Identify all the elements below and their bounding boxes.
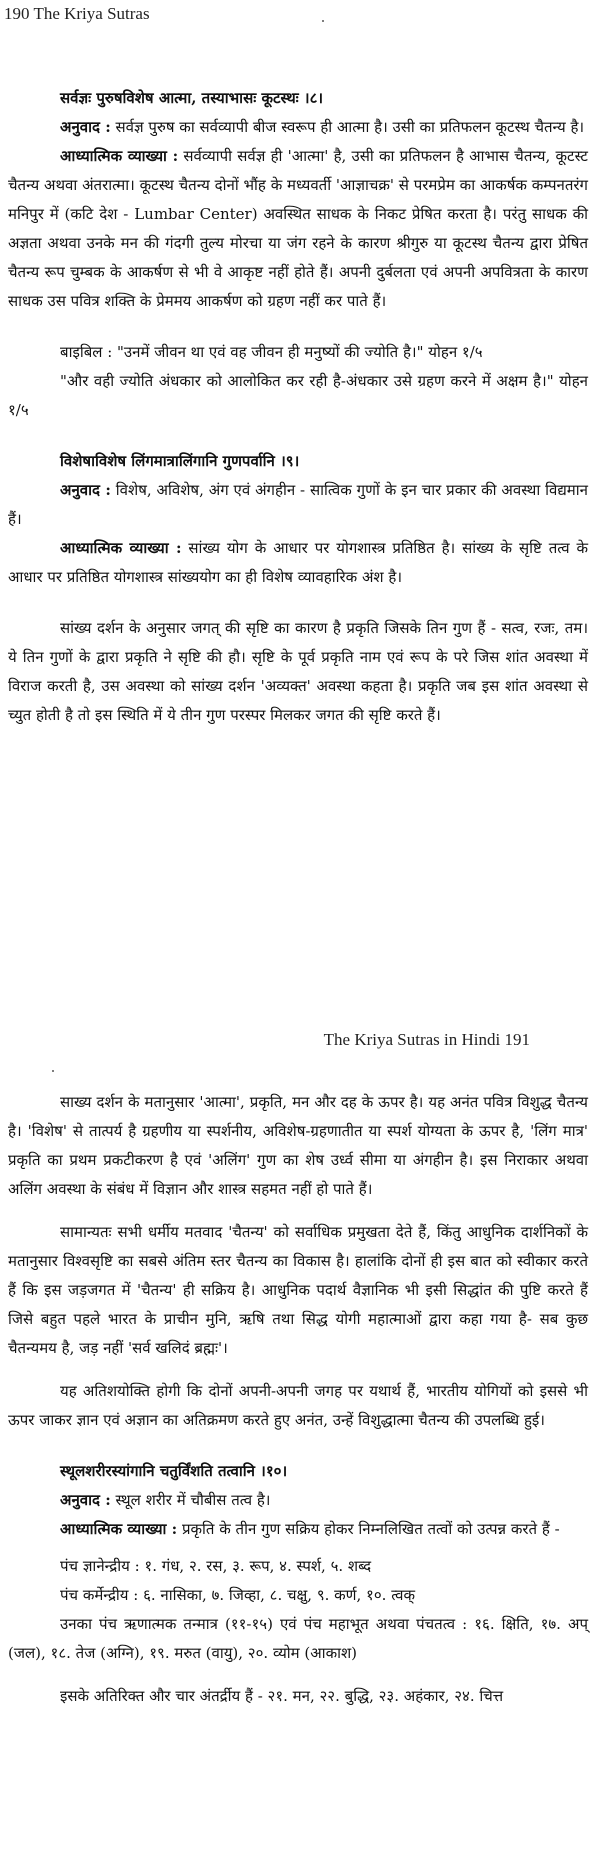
quote-paragraph: बाइबिल : "उनमें जीवन था एवं वह जीवन ही मनुष्यों की ज्योति है।" योहन १/५ — [60, 343, 483, 361]
print-speck — [52, 1070, 54, 1072]
sutra-heading: सर्वज्ञः पुरुषविशेष आत्मा, तस्याभासः कूटस्थः ।८। — [60, 89, 324, 107]
running-head: The Kriya Sutras in Hindi 191 — [323, 1030, 530, 1049]
translation-text: स्थूल शरीर में चौबीस तत्व है। — [110, 1491, 271, 1509]
commentary-text: सांख्य योग के आधार पर योगशास्त्र प्रतिष्ठित है। सांख्य के सृष्टि तत्व के आधार पर प्रतिष्ठित योगशास्त्र सांख्ययोग का ही विशेष व्यावहारिक अंश है। — [8, 539, 588, 586]
commentary-paragraph — [8, 142, 588, 316]
commentary-label: आध्यात्मिक व्याख्या : — [60, 1520, 178, 1538]
body-paragraph: इसके अतिरिक्त और चार अंतर्द्रीय हैं - २१. मन, २२. बुद्धि, २३. अहंकार, २४. चित्त — [60, 1687, 504, 1705]
body-paragraph: यह अतिशयोक्ति होगी कि दोनों अपनी-अपनी जगह पर यथार्थ हैं, भारतीय योगियों को इससे भी ऊपर जाकर ज्ञान एवं अज्ञान का अतिक्रमण करते हुए अनंत, उन्हें विशुद्धात्मा चैतन्य की उपलब्धि हुई। — [8, 1382, 588, 1429]
commentary-text: प्रकृति के तीन गुण सक्रिय होकर निम्नलिखित तत्वों को उत्पन्न करते हैं - — [177, 1520, 560, 1538]
list-item: उनका पंच ऋणात्मक तन्मात्र (११-१५) एवं पंच महाभूत अथवा पंचतत्व : १६. क्षिति, १७. अप् (जल), १८. तेज (अग्नि), १९. मरुत (वायु), २०. व्योम (आकाश) — [8, 1615, 588, 1662]
list-item: पंच ज्ञानेन्द्रीय : १. गंध, २. रस, ३. रूप, ४. स्पर्श, ५. शब्द — [60, 1557, 372, 1575]
commentary-text: सर्वव्यापी सर्वज्ञ ही 'आत्मा' है, उसी का प्रतिफलन है आभास चैतन्य, कूटस्ट चैतन्य अथवा अंतरात्मा। कूटस्थ चैतन्य दोनों भौंह के मध्यवर्ती 'आज्ञाचक्र' से परमप्रेम का आकर्षक कम्पनतरंग मनिपुर में (कटि देश - Lumbar Center) अवस्थित साधक के निकट प्रेषित करता है। परंतु साधक की अज्ञता अथवा उनके मन की गंदगी तुल्य मोरचा या जंग रहने के कारण श्रीगुरु या कूटस्थ चैतन्य द्वारा प्रेषित चैतन्य रूप चुम्बक के आकर्षण से भी वे आकृष्ट नहीं होते हैं। अपनी दुर्बलता एवं अपनी अपवित्रता के कारण साधक उस पवित्र शक्ति के प्रेममय आकर्षण को ग्रहण नहीं कर पाते हैं। — [8, 147, 588, 310]
sutra-heading: स्थूलशरीरस्यांगानि चतुर्विंशति तत्वानि ।१०। — [60, 1462, 288, 1480]
translation-paragraph — [8, 113, 588, 142]
translation-label: अनुवाद : — [60, 118, 111, 136]
translation-label: अनुवाद : — [60, 481, 111, 499]
page-body — [8, 84, 588, 730]
print-speck — [322, 20, 324, 22]
list-item: पंच कर्मेन्द्रीय : ६. नासिका, ७. जिव्हा, ८. चक्षु, ९. कर्ण, १०. त्वक् — [60, 1586, 416, 1604]
page-191 — [0, 1030, 600, 1855]
page-body — [8, 1088, 588, 1711]
tattva-list — [8, 1552, 588, 1668]
running-head: 190 The Kriya Sutras — [4, 4, 150, 23]
body-paragraph: सांख्य दर्शन के अनुसार जगत् की सृष्टि का कारण है प्रकृति जिसके तिन गुण हैं - सत्व, रजः, तम। ये तिन गुणों के द्वारा प्रकृति ने सृष्टि की हौ। सृष्टि के पूर्व प्रकृति नाम एवं रूप के परे जिस शांत अवस्था में विराज करती है, उस अवस्था को सांख्य दर्शन 'अव्यक्त' अवस्था कहता है। प्रकृति जब इस शांत अवस्था से च्युत होती है तो इस स्थिति में ये तीन गुण परस्पर मिलकर जगत की सृष्टि करते हैं। — [8, 619, 588, 724]
translation-paragraph — [8, 476, 588, 534]
commentary-paragraph — [8, 1515, 588, 1544]
body-paragraph: सामान्यतः सभी धर्मीय मतवाद 'चैतन्य' को सर्वाधिक प्रमुखता देते हैं, किंतु आधुनिक दार्शनिकों के मतानुसार विश्वसृष्टि का सबसे अंतिम स्तर चैतन्य का विकास है। हालांकि दोनों ही इस बात को स्वीकार करते हैं कि इस जड़जगत में 'चैतन्य' ही सक्रिय है। आधुनिक पदार्थ वैज्ञानिक भी इसी सिद्धांत की पुष्टि करते हैं जिसे बहुत पहले भारत के प्राचीन मुनि, ऋषि तथा सिद्ध योगी महात्माओं द्वारा कहा गया है- सब कुछ चैतन्यमय है, जड़ नहीं 'सर्व खलिदं ब्रह्मः'। — [8, 1223, 588, 1357]
quote-paragraph: "और वही ज्योति अंधकार को आलोकित कर रही है-अंधकार उसे ग्रहण करने में अक्षम है।" योहन १/५ — [8, 372, 588, 419]
translation-text: विशेष, अविशेष, अंग एवं अंगहीन - सात्विक गुणों के इन चार प्रकार की अवस्था विद्यमान हैं। — [8, 481, 588, 528]
body-paragraph: साख्य दर्शन के मतानुसार 'आत्मा', प्रकृति, मन और दह के ऊपर है। यह अनंत पवित्र विशुद्ध चैतन्य है। 'विशेष' से तात्पर्य है ग्रहणीय या स्पर्शनीय, अविशेष-ग्रहणातीत या स्पर्श योग्यता के ऊपर है, 'लिंग मात्र' प्रकृति का प्रथम प्रकटीकरण है एवं 'अलिंग' गुण का शेष उर्ध्व सीमा या अंगहीन है। इस निराकार अथवा अलिंग अवस्था के संबंध में विज्ञान और शास्त्र सहमत नहीं हो पाते हैं। — [8, 1093, 588, 1198]
translation-label: अनुवाद : — [60, 1491, 111, 1509]
translation-text: सर्वज्ञ पुरुष का सर्वव्यापी बीज स्वरूप ही आत्मा है। उसी का प्रतिफलन कूटस्थ चैतन्य है। — [110, 118, 585, 136]
commentary-paragraph — [8, 534, 588, 592]
sutra-heading: विशेषाविशेष लिंगमात्रालिंगानि गुणपर्वानि ।९। — [60, 452, 300, 470]
commentary-label: आध्यात्मिक व्याख्या : — [60, 147, 179, 165]
translation-paragraph — [8, 1486, 588, 1515]
commentary-label: आध्यात्मिक व्याख्या : — [60, 539, 182, 557]
